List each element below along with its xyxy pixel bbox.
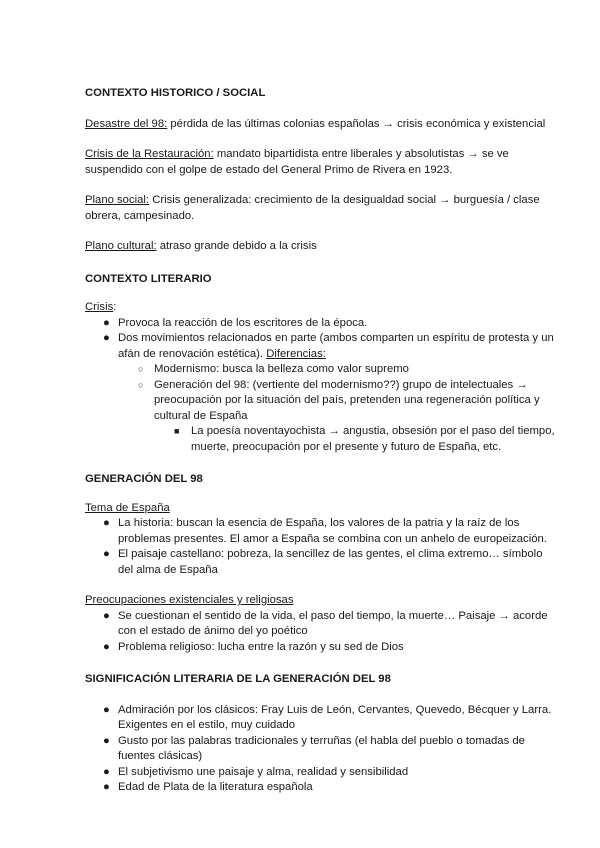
list-item-text: El subjetivismo une paisaje y alma, realidad y sensibilidad — [118, 765, 409, 778]
list-item-text: Modernismo: busca la belleza como valor supremo — [154, 363, 409, 375]
label-plano-cultural: Plano cultural: — [85, 240, 157, 252]
label-diferencias: Diferencias: — [266, 347, 326, 360]
bullet-square-icon: ■ — [174, 426, 180, 436]
list-item — [85, 331, 555, 455]
paragraph-desastre — [85, 117, 555, 133]
label-crisis-colon: : — [113, 301, 117, 313]
list-item — [118, 378, 555, 456]
list-tema-espana — [85, 516, 555, 578]
label-crisis: Crisis — [85, 301, 114, 313]
list-item-text: Edad de Plata de la literatura española — [118, 781, 313, 793]
list-item-text: El paisaje castellano: pobreza, la sencillez de las gentes, el clima extremo… símbolo del alma de España — [118, 548, 543, 576]
list-item — [85, 780, 555, 796]
bullet-dot-icon: ● — [103, 765, 110, 778]
list-item — [85, 703, 555, 734]
label-plano-social: Plano social: — [85, 194, 150, 206]
label-crisis-restauracion: Crisis de la Restauración: — [85, 148, 214, 160]
list-item — [85, 734, 555, 765]
bullet-circle-icon: ○ — [138, 379, 144, 390]
label-desastre: Desastre del 98: — [85, 117, 168, 130]
list-significacion — [85, 703, 555, 796]
text-crisis-restauracion: mandato bipartidista entre liberales y absolutistas → se ve suspendido con el golpe de estado del General Primo de Rivera en 1923. — [85, 148, 509, 176]
list-item-text: Admiración por los clásicos: Fray Luis de León, Cervantes, Quevedo, Bécquer y Larra. Exigentes en el estilo, muy cuidado — [118, 703, 552, 731]
subheading-preocupaciones: Preocupaciones existenciales y religiosas — [85, 594, 294, 606]
bullet-dot-icon: ● — [103, 332, 110, 344]
bullet-dot-icon: ● — [103, 548, 110, 560]
list-item-text: Gusto por las palabras tradicionales y terruñas (el habla del pueblo o tomadas de fuentes clásicas) — [118, 734, 525, 762]
subheading-crisis — [85, 300, 555, 316]
list-item — [85, 547, 555, 578]
subheading-tema-espana: Tema de España — [85, 501, 170, 514]
heading-significacion: SIGNIFICACIÓN LITERARIA DE LA GENERACIÓN DEL 98 — [85, 673, 391, 685]
bullet-dot-icon: ● — [103, 703, 110, 716]
heading-contexto-literario: CONTEXTO LITERARIO — [85, 272, 212, 285]
bullet-dot-icon: ● — [103, 316, 110, 329]
list-item-text: La poesía noventayochista → angustia, obsesión por el paso del tiempo, muerte, preocupación por el presente y futuro de España, etc. — [191, 425, 555, 453]
heading-generacion-98: GENERACIÓN DEL 98 — [85, 473, 203, 485]
bullet-circle-icon: ○ — [138, 364, 144, 374]
list-item — [85, 765, 555, 781]
heading-contexto-historico: CONTEXTO HISTORICO / SOCIAL — [85, 87, 266, 99]
list-item-text: Se cuestionan el sentido de la vida, el paso del tiempo, la muerte… Paisaje → acorde con el estado de ánimo del yo poético — [118, 609, 548, 637]
list-item-text: Generación del 98: (vertiente del modernismo??) grupo de intelectuales → preocupación por la situación del país, pretenden una regeneración política y cultural de España — [154, 378, 540, 422]
paragraph-crisis-restauracion — [85, 147, 555, 178]
bullet-dot-icon: ● — [103, 517, 110, 529]
list-preocupaciones — [85, 609, 555, 656]
list-item-text: Problema religioso: lucha entre la razón y su sed de Dios — [118, 640, 404, 653]
text-plano-social: Crisis generalizada: crecimiento de la desigualdad social → burguesía / clase obrera, campesinado. — [85, 194, 540, 222]
list-diferencias — [118, 362, 555, 455]
list-crisis — [85, 316, 555, 456]
bullet-dot-icon: ● — [103, 734, 110, 747]
list-generacion — [154, 424, 555, 455]
list-item-text: Provoca la reacción de los escritores de la época. — [118, 316, 368, 329]
list-item — [85, 516, 555, 547]
document-page — [85, 86, 555, 796]
text-desastre: pérdida de las últimas colonias españolas → crisis económica y existencial — [167, 117, 546, 130]
list-item — [118, 362, 555, 378]
bullet-dot-icon: ● — [103, 640, 110, 653]
list-item-text: Dos movimientos relacionados en parte (ambos comparten un espíritu de protesta y un afán de renovación estética). — [118, 332, 554, 360]
list-item — [85, 640, 555, 656]
bullet-dot-icon: ● — [103, 609, 110, 622]
text-plano-cultural: atraso grande debido a la crisis — [156, 240, 317, 252]
bullet-dot-icon: ● — [103, 781, 110, 793]
paragraph-plano-cultural — [85, 239, 555, 255]
list-item — [154, 424, 555, 455]
paragraph-plano-social — [85, 193, 555, 224]
list-item — [85, 316, 555, 332]
list-item — [85, 609, 555, 640]
list-item-text: La historia: buscan la esencia de España, los valores de la patria y la raíz de los problemas presentes. El amor a España se combina con un anhelo de europeización. — [118, 517, 547, 545]
